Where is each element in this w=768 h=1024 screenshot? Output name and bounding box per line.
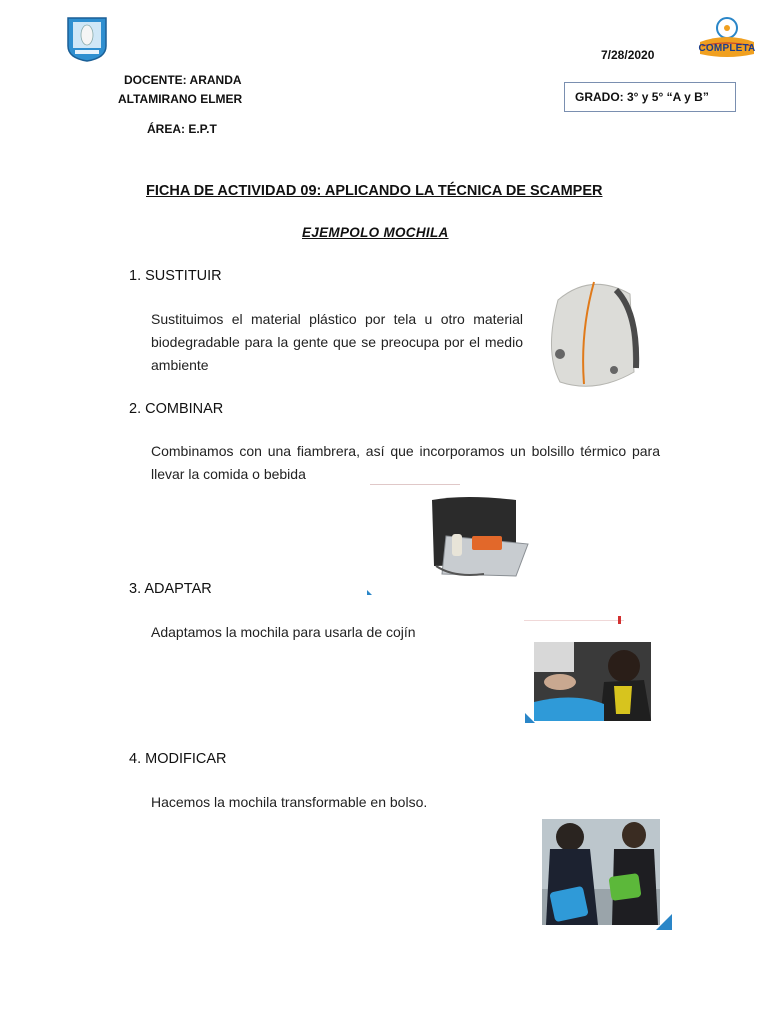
- section-2-text: Combinamos con una fiambrera, así que incorporamos un bolsillo térmico para llevar la comida o bebida: [151, 443, 660, 482]
- red-mark: [618, 616, 621, 624]
- section-1-text: Sustituimos el material plástico por tela u otro material biodegradable para la gente que se preocupa por el medio ambiente: [151, 311, 523, 373]
- image-corner-accent: [656, 914, 672, 930]
- image-top-line: [524, 620, 624, 621]
- image-corner-accent: [367, 590, 372, 595]
- cushion-backpack-image: [534, 642, 651, 721]
- image-top-line: [370, 484, 460, 485]
- section-3-heading: 3. ADAPTAR: [129, 581, 212, 597]
- grade-box: [564, 82, 736, 112]
- section-1-heading: 1. SUSTITUIR: [129, 268, 222, 284]
- section-4-text: Hacemos la mochila transformable en bolso.: [151, 794, 428, 810]
- grade-text: GRADO: 3° y 5° “A y B”: [575, 90, 709, 104]
- section-4-heading: 4. MODIFICAR: [129, 751, 227, 767]
- section-3-text: Adaptamos la mochila para usarla de cojín: [151, 624, 416, 640]
- example-subtitle: EJEMPOLO MOCHILA: [302, 225, 449, 240]
- school-shield-logo: [66, 16, 108, 62]
- logo-text: COMPLETA: [698, 43, 756, 54]
- image-corner-accent: [525, 713, 535, 723]
- activity-title: FICHA DE ACTIVIDAD 09: APLICANDO LA TÉCNICA DE SCAMPER: [146, 183, 603, 199]
- convertible-bag-image: [542, 819, 660, 925]
- section-2-heading: 2. COMBINAR: [129, 401, 224, 417]
- date-text: 7/28/2020: [601, 48, 655, 62]
- thermal-pocket-backpack-image: [424, 494, 534, 580]
- jornada-completa-logo: [694, 14, 760, 62]
- teacher-line-2: ALTAMIRANO ELMER: [118, 92, 243, 106]
- white-backpack-image: [536, 272, 646, 396]
- area-text: ÁREA: E.P.T: [147, 122, 217, 136]
- teacher-line-1: DOCENTE: ARANDA: [124, 73, 242, 87]
